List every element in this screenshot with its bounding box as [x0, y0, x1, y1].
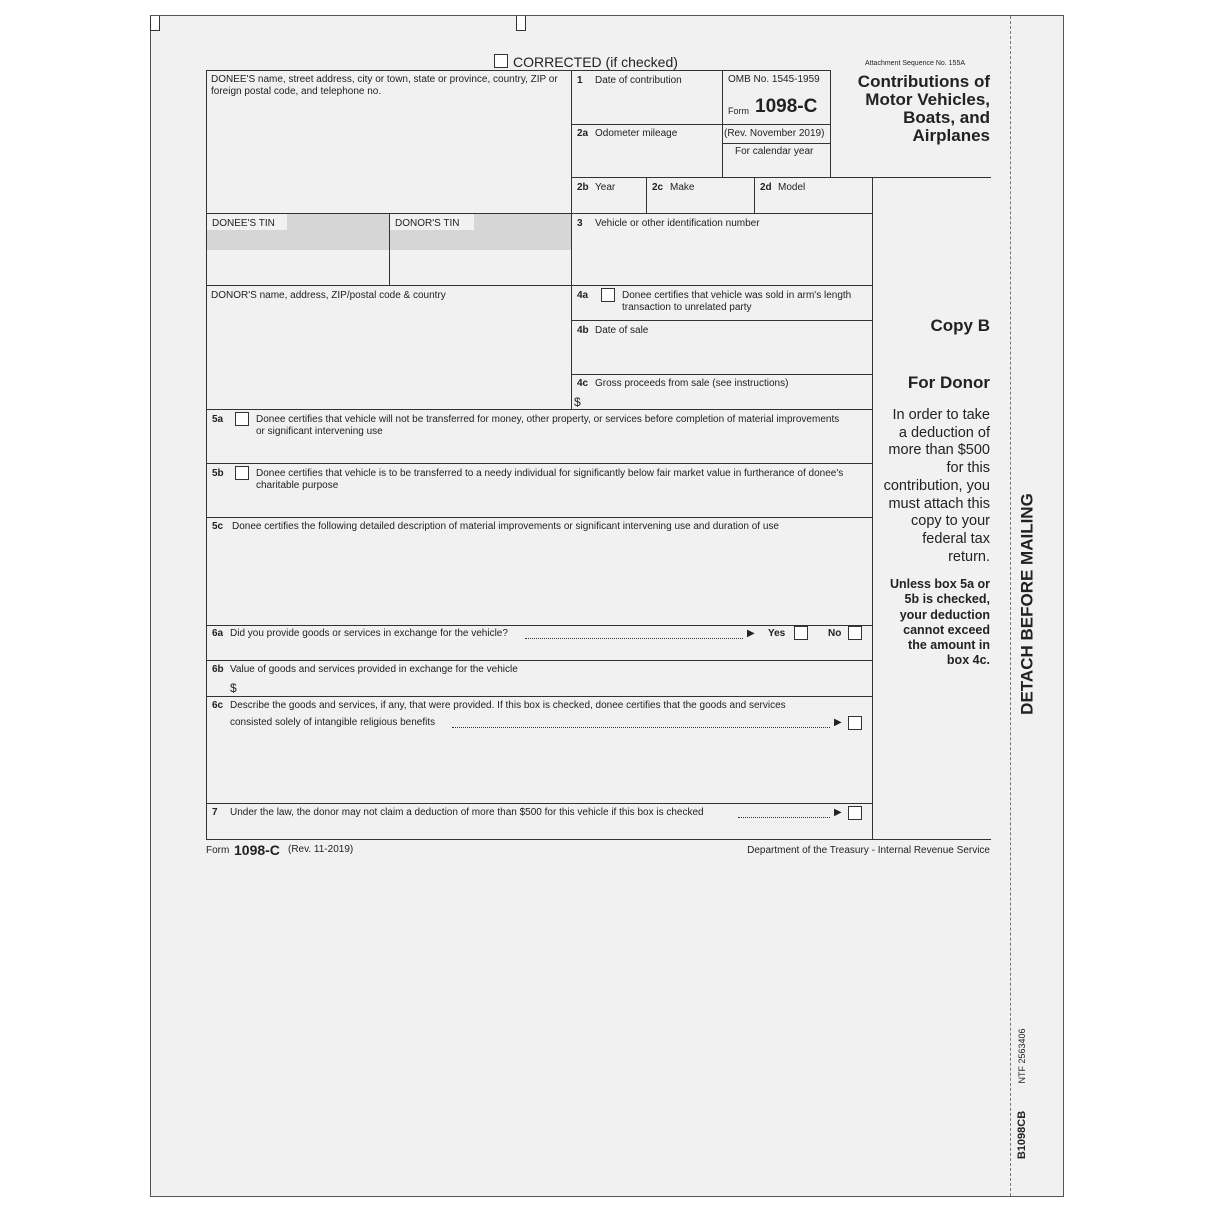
box4c-dollar: $ [574, 395, 581, 409]
perforation-line [1010, 16, 1011, 1196]
box4b-label: Date of sale [595, 325, 649, 336]
box2b-label: Year [595, 182, 616, 193]
form-stock-code: B1098CB [1016, 1110, 1028, 1160]
tractor-tab-center [516, 16, 526, 31]
box4c-label: Gross proceeds from sale (see instructions) [595, 378, 789, 389]
corrected-label: CORRECTED (if checked) [513, 54, 678, 70]
tractor-tab-left [150, 16, 160, 31]
box5b-label: Donee certifies that vehicle is to be transferred to a needy individual for significantly below fair market value in furtherance of donee's charitable purpose [256, 468, 844, 491]
box6b-dollar: $ [230, 681, 237, 695]
box3-label: Vehicle or other identification number [595, 218, 760, 229]
box5c-label: Donee certifies the following detailed description of material improvements or significant intervening use and duration of use [232, 521, 779, 532]
form-number: 1098-C [755, 96, 818, 117]
form-revision: (Rev. November 2019) [724, 128, 825, 139]
corrected-checkbox[interactable] [494, 54, 508, 68]
box1-number: 1 [577, 75, 583, 86]
footer-revision: (Rev. 11-2019) [288, 844, 354, 855]
copy-label: Copy B [930, 316, 990, 335]
donee-name-label: DONEE'S name, street address, city or town, state or province, country, ZIP or foreign postal code, and telephone no. [211, 74, 558, 97]
box5a-label: Donee certifies that vehicle will not be transferred for money, other property, or services before completion of material improvements or significant intervening use [256, 414, 840, 437]
box1-label: Date of contribution [595, 75, 682, 86]
box6a-number: 6a [212, 628, 224, 639]
box5a-number: 5a [212, 414, 224, 425]
box5c-number: 5c [212, 521, 224, 532]
calendar-year-label: For calendar year [735, 146, 814, 157]
box4c-number: 4c [577, 378, 589, 389]
box6a-label: Did you provide goods or services in exchange for the vehicle? [230, 628, 508, 639]
box6c-line1: Describe the goods and services, if any, that were provided. If this box is checked, donee certifies that the goods and services [230, 700, 786, 711]
donor-instructions: In order to take a deduction of more than $500 for this contribution, you must attach this copy to your federal tax return. [883, 407, 990, 565]
form-title: Contributions of Motor Vehicles, Boats, and Airplanes [857, 72, 990, 145]
ntf-code: NTF 2563406 [1017, 1028, 1027, 1084]
footer-form-number: 1098-C [234, 842, 280, 858]
deduction-warning: Unless box 5a or 5b is checked, your deduction cannot exceed the amount in box 4c. [889, 577, 990, 668]
box2d-number: 2d [760, 182, 772, 193]
box4a-number: 4a [577, 290, 589, 301]
for-donor-label: For Donor [907, 373, 990, 392]
footer-form-prefix: Form [206, 845, 230, 856]
goods-services-value-field[interactable] [242, 678, 872, 696]
box6c-description-field[interactable] [207, 734, 872, 803]
box6b-number: 6b [212, 664, 224, 675]
box2c-number: 2c [652, 182, 664, 193]
box5b-number: 5b [212, 468, 224, 479]
detach-before-mailing: DETACH BEFORE MAILING [1017, 493, 1037, 715]
box4a-label: Donee certifies that vehicle was sold in arm's length transaction to unrelated party [622, 290, 852, 313]
box5a-checkbox[interactable] [235, 412, 249, 426]
odometer-mileage-field[interactable] [572, 142, 722, 177]
box5c-description-field[interactable] [207, 536, 872, 625]
donee-tin-field[interactable] [207, 250, 389, 285]
donee-tin-label: DONEE'S TIN [212, 218, 275, 229]
box7-number: 7 [212, 807, 218, 818]
box6c-checkbox[interactable] [848, 716, 862, 730]
donor-tin-label: DONOR'S TIN [395, 218, 460, 229]
box6c-arrow-icon: ▶ [834, 717, 842, 728]
omb-number: OMB No. 1545-1959 [728, 74, 820, 85]
date-of-sale-field[interactable] [572, 339, 872, 374]
box2a-number: 2a [577, 128, 589, 139]
box6c-line2: consisted solely of intangible religious benefits [230, 717, 436, 728]
footer-department: Department of the Treasury - Internal Revenue Service [747, 845, 990, 856]
box6a-arrow-icon: ▶ [747, 628, 755, 639]
donee-name-field[interactable] [207, 100, 571, 212]
donor-tin-field[interactable] [390, 250, 571, 285]
box6a-no-label: No [828, 628, 842, 639]
box7-label: Under the law, the donor may not claim a deduction of more than $500 for this vehicle if this box is checked [230, 807, 704, 818]
date-of-contribution-field[interactable] [572, 90, 722, 124]
form-prefix: Form [728, 106, 749, 116]
box6a-yes-checkbox[interactable] [794, 626, 808, 640]
box6a-yes-label: Yes [768, 628, 786, 639]
box4b-number: 4b [577, 325, 589, 336]
attachment-sequence: Attachment Sequence No. 155A [865, 60, 966, 67]
gross-proceeds-field[interactable] [584, 392, 872, 409]
box6a-no-checkbox[interactable] [848, 626, 862, 640]
box4a-checkbox[interactable] [601, 288, 615, 302]
vehicle-id-field[interactable] [572, 232, 872, 285]
donor-name-label: DONOR'S name, address, ZIP/postal code & country [211, 290, 446, 301]
box2d-label: Model [778, 182, 806, 193]
box2a-label: Odometer mileage [595, 128, 678, 139]
box2c-label: Make [670, 182, 695, 193]
box5b-checkbox[interactable] [235, 466, 249, 480]
box6c-number: 6c [212, 700, 224, 711]
donor-name-field[interactable] [207, 304, 571, 409]
box3-number: 3 [577, 218, 583, 229]
box7-arrow-icon: ▶ [834, 807, 842, 818]
box7-checkbox[interactable] [848, 806, 862, 820]
box2b-number: 2b [577, 182, 589, 193]
box6b-label: Value of goods and services provided in exchange for the vehicle [230, 664, 518, 675]
